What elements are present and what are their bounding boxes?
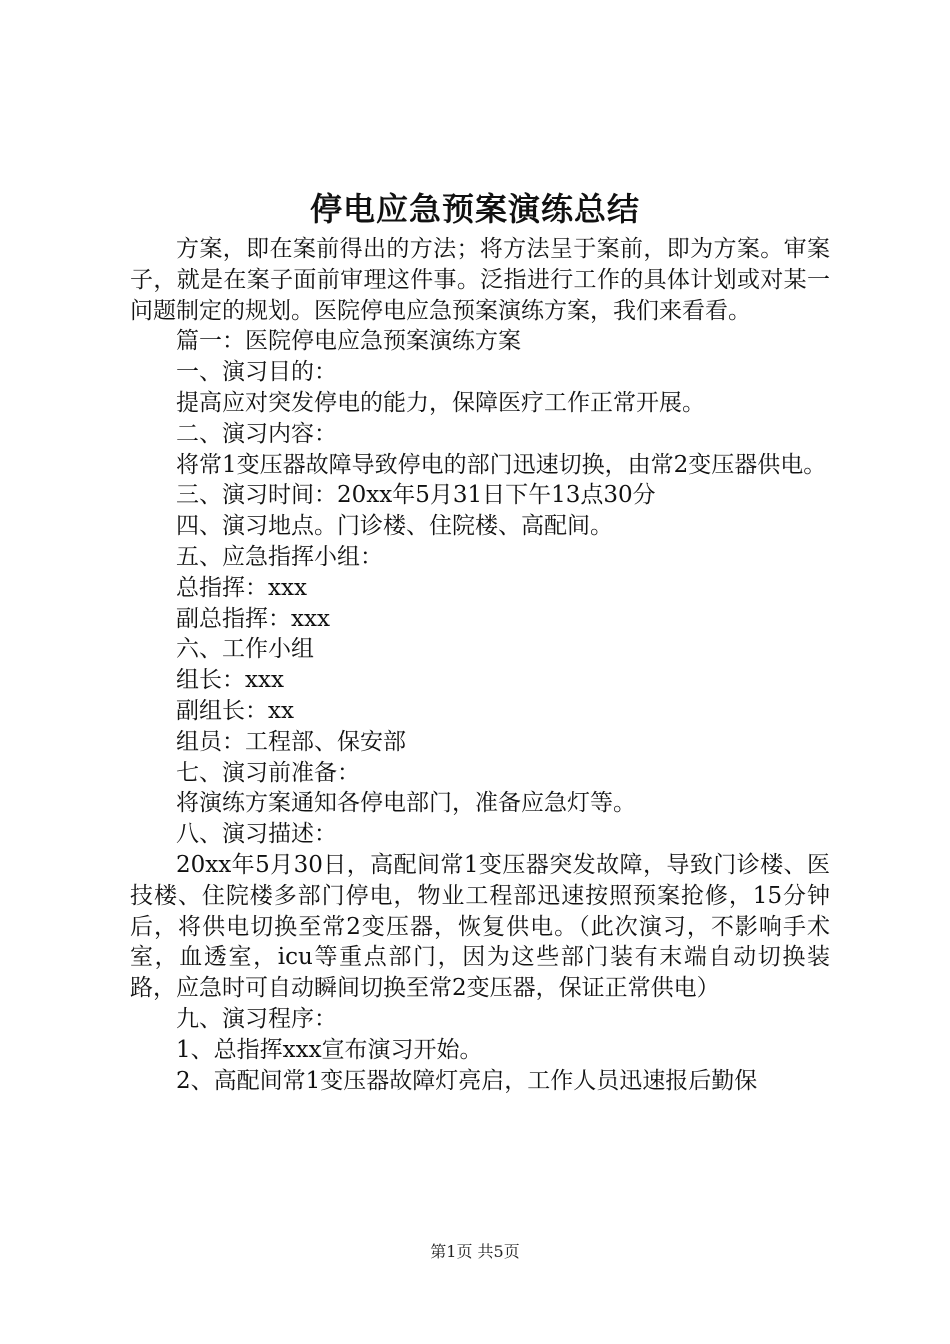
page-footer: 第1页 共5页 xyxy=(430,1242,520,1261)
document-body xyxy=(130,234,830,1096)
paragraph: 2、高配间常1变压器故障灯亮启，工作人员迅速报后勤保 xyxy=(176,1067,758,1094)
section-heading: 二、演习内容： xyxy=(176,420,337,447)
paragraph: 总指挥：xxx xyxy=(176,574,307,601)
section-heading: 六、工作小组 xyxy=(176,636,314,663)
document-title: 停电应急预案演练总结 xyxy=(309,190,640,228)
section-heading: 五、应急指挥小组： xyxy=(176,543,383,570)
paragraph: 组员：工程部、保安部 xyxy=(176,728,406,755)
paragraph: 副组长：xx xyxy=(176,697,294,724)
section-heading: 一、演习目的： xyxy=(176,359,337,386)
paragraph: 篇一：医院停电应急预案演练方案 xyxy=(176,328,521,355)
section-heading: 四、演习地点。门诊楼、住院楼、高配间。 xyxy=(176,513,613,540)
paragraph: 1、总指挥xxx宣布演习开始。 xyxy=(176,1036,483,1063)
paragraph: 方案，即在案前得出的方法；将方法呈于案前，即为方案。审案子，就是在案子面前审理这件事。泛指进行工作的具体计划或对某一问题制定的规划。医院停电应急预案演练方案，我们来看看。 xyxy=(130,236,830,324)
paragraph: 20xx年5月30日，高配间常1变压器突发故障，导致门诊楼、医技楼、住院楼多部门停电，物业工程部迅速按照预案抢修，15分钟后，将供电切换至常2变压器，恢复供电。（此次演习，不影响手术室，血透室，icu等重点部门，因为这些部门装有末端自动切换装路，应急时可自动瞬间切换至常2变压器，保证正常供电） xyxy=(130,851,830,1002)
paragraph: 将常1变压器故障导致停电的部门迅速切换，由常2变压器供电。 xyxy=(176,451,827,478)
section-heading: 三、演习时间：20xx年5月31日下午13点30分 xyxy=(176,482,656,509)
section-heading: 八、演习描述： xyxy=(176,821,337,848)
section-heading: 七、演习前准备： xyxy=(176,759,360,786)
paragraph: 将演练方案通知各停电部门，准备应急灯等。 xyxy=(176,790,636,817)
section-heading: 九、演习程序： xyxy=(176,1005,337,1032)
paragraph: 副总指挥：xxx xyxy=(176,605,330,632)
paragraph: 提高应对突发停电的能力，保障医疗工作正常开展。 xyxy=(176,389,705,416)
paragraph: 组长：xxx xyxy=(176,667,284,694)
